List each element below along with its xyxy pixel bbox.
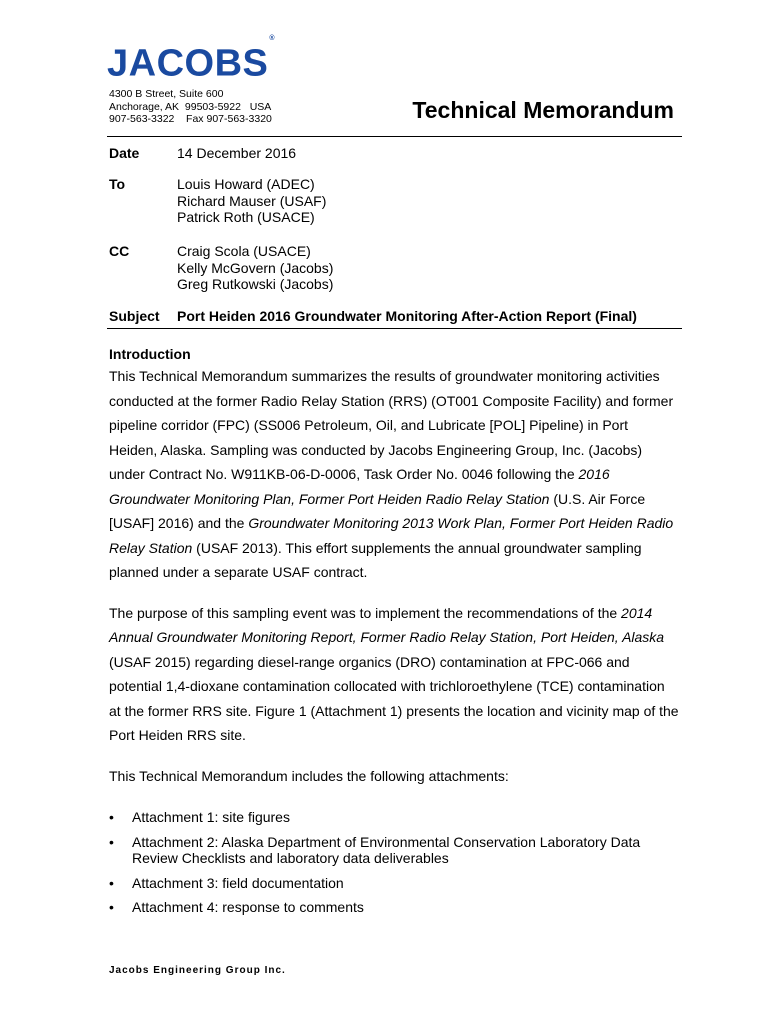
- to-recipients: [177, 176, 326, 226]
- attachment-text: Attachment 4: response to comments: [132, 899, 364, 915]
- subject-value: Port Heiden 2016 Groundwater Monitoring After-Action Report (Final): [177, 308, 637, 324]
- logo-text: JACOBS: [107, 42, 269, 85]
- address-line: 4300 B Street, Suite 600: [109, 88, 224, 100]
- header-divider: [107, 136, 682, 137]
- to-label: To: [109, 176, 126, 192]
- cc-recipient: Greg Rutkowski (Jacobs): [177, 276, 334, 292]
- cc-recipients: [177, 243, 333, 293]
- cc-recipient: Kelly McGovern (Jacobs): [177, 259, 334, 276]
- cc-label: CC: [109, 243, 130, 259]
- paragraph-attachments-intro: This Technical Memorandum includes the following attachments:: [109, 767, 509, 784]
- list-item: [109, 899, 679, 916]
- text-run: (USAF 2015) regarding diesel-range organics (DRO) contamination at FPC-066 and potential 1,4-dioxane contamination collocated with trichloroethylene (TCE) contamination at the former RRS site. Figure 1 (Attachment 1) presents the location and vicinity map of the Port Heiden RRS site.: [109, 653, 679, 743]
- document-title: Technical Memorandum: [412, 97, 674, 123]
- bullet: •: [109, 874, 114, 891]
- bullet: •: [109, 899, 114, 915]
- text-run: (U.S. Air Force [USAF] 2016) and the: [109, 490, 646, 531]
- bullet: •: [109, 809, 114, 825]
- text-run: The purpose of this sampling event was to implement the recommendations of the: [109, 604, 622, 621]
- address-line: 907-563-3322 Fax 907-563-3320: [109, 113, 272, 125]
- document-citation: Groundwater Monitoring 2013 Work Plan, Former Port Heiden Radio Relay Station: [109, 515, 674, 556]
- list-item: [109, 875, 679, 892]
- memo-body: [109, 344, 679, 788]
- date-value: 14 December 2016: [177, 145, 297, 161]
- bullet: •: [109, 833, 114, 850]
- cc-recipient: Craig Scola (USACE): [177, 243, 311, 259]
- date-label: Date: [109, 145, 140, 161]
- paragraph-summary: [109, 364, 679, 585]
- list-item: [109, 834, 679, 867]
- jacobs-logo: [107, 35, 276, 85]
- attachments-list: [109, 809, 679, 924]
- footer-company: Jacobs Engineering Group Inc.: [109, 965, 286, 976]
- section-heading: Introduction: [109, 346, 191, 362]
- document-citation: 2016 Groundwater Monitoring Plan, Former Port Heiden Radio Relay Station: [109, 466, 610, 507]
- address-line: Anchorage, AK 99503-5922 USA: [109, 100, 272, 113]
- document-citation: 2014 Annual Groundwater Monitoring Report, Former Radio Relay Station, Port Heiden, Alaska: [109, 604, 665, 645]
- text-run: This Technical Memorandum summarizes the results of groundwater monitoring activities conducted at the former Radio Relay Station (RRS) (OT001 Composite Facility) and former pipeline corridor (FPC) (SS006 Petroleum, Oil, and Lubricate [POL] Pipeline) in Port Heiden, Alaska. Sampling was conducted by Jacobs Engineering Group, Inc. (Jacobs) under Contract No. W911KB-06-D-0006, Task Order No. 0046 following the: [109, 368, 674, 482]
- recipient: Patrick Roth (USACE): [177, 209, 315, 225]
- attachment-text: Attachment 2: Alaska Department of Environmental Conservation Laboratory Data Review Checklists and laboratory data deliverables: [132, 833, 641, 866]
- subject-divider: [107, 328, 682, 329]
- company-address: [109, 88, 272, 126]
- registered-mark: ®: [269, 35, 276, 42]
- attachment-text: Attachment 3: field documentation: [132, 874, 344, 891]
- subject-label: Subject: [109, 308, 160, 324]
- text-run: (USAF 2013). This effort supplements the annual groundwater sampling planned under a separate USAF contract.: [109, 539, 642, 580]
- recipient: Richard Mauser (USAF): [177, 192, 327, 209]
- recipient: Louis Howard (ADEC): [177, 176, 315, 192]
- paragraph-purpose: [109, 601, 679, 748]
- attachment-text: Attachment 1: site figures: [132, 809, 290, 825]
- list-item: [109, 809, 679, 826]
